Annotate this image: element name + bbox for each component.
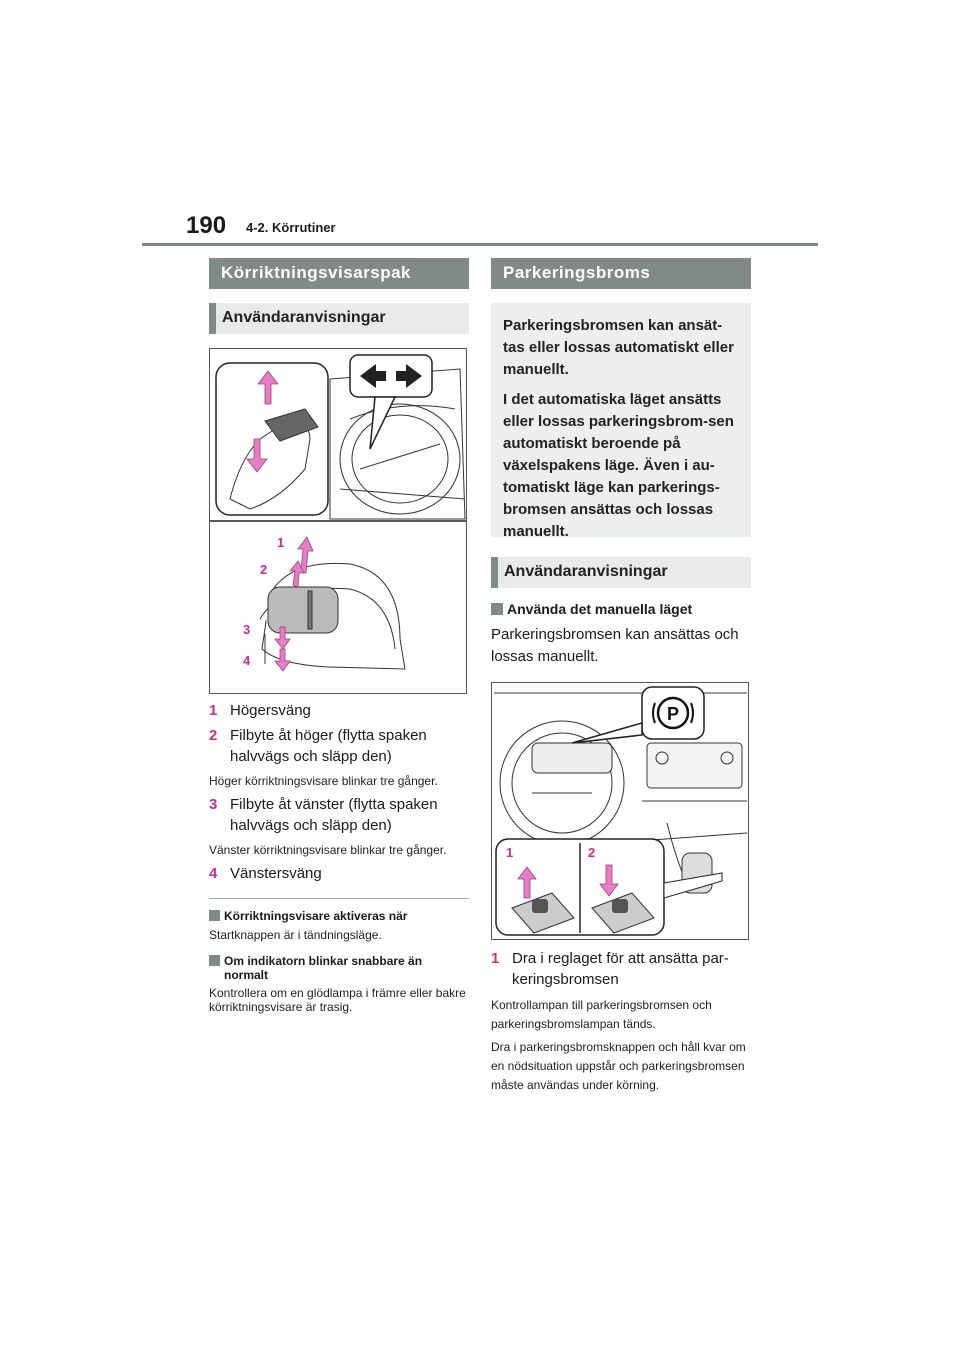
parking-brake-info-box (491, 303, 751, 540)
subsection-title-left: Användaranvisningar (209, 303, 469, 334)
note-text: Vänster körriktningsvisare blinkar tre gånger. (209, 843, 447, 857)
bullet-heading: Om indikatorn blinkar snabbare än normalt (209, 954, 469, 982)
step-item: 3 Filbyte åt vänster (flytta spaken halvvägs och släpp den) (209, 796, 438, 834)
note-text: Dra i parkeringsbromsknappen och håll kvar om en nödsituation uppstår och parkeringsbromsen måste användas under körning. (491, 1040, 746, 1092)
figure-label-3: 3 (243, 622, 251, 637)
left-column (209, 258, 469, 1014)
info-paragraph: I det automatiska läget ansätts eller lossas parkeringsbrom-sen automatiskt beroende på växelspakens läge. Även i au-tomatiskt läge kan parkerings-bromsen ansättas och lossas manuellt. (503, 391, 734, 540)
subsection-title-right: Användaranvisningar (491, 557, 751, 588)
section-title-turn-signal: Körriktningsvisarspak (209, 258, 469, 289)
figure-label-4: 4 (243, 653, 251, 668)
square-bullet-icon (209, 955, 220, 966)
figure-label-2: 2 (260, 562, 268, 577)
manual-mode-heading: Använda det manuella läget (491, 602, 751, 616)
step-item: 1 Dra i reglaget för att ansätta par-keringsbromsen (491, 950, 729, 988)
step-item: 4 Vänstersväng (209, 865, 322, 882)
info-paragraph: Parkeringsbromsen kan ansät-tas eller lossas automatiskt eller manuellt. (503, 317, 734, 378)
note-text: Höger körriktningsvisare blinkar tre gånger. (209, 774, 438, 788)
step-item: 1 Högersväng (209, 702, 311, 719)
right-column (491, 258, 751, 1095)
bullet-text: Startknappen är i tändningsläge. (209, 928, 382, 942)
manual-mode-text: Parkeringsbromsen kan ansättas och lossas manuellt. (491, 626, 739, 665)
square-bullet-icon (491, 603, 503, 615)
header-rule (142, 243, 818, 246)
parking-brake-figure (491, 682, 749, 940)
step-item: 2 Filbyte åt höger (flytta spaken halvvägs och släpp den) (209, 727, 427, 765)
turn-signal-steps (209, 700, 469, 884)
chapter-title: 4-2. Körrutiner (246, 220, 336, 235)
figure-label-1: 1 (506, 845, 514, 860)
turn-signal-illustration (210, 349, 467, 694)
svg-text:P: P (667, 704, 680, 724)
page-number: 190 (186, 212, 227, 239)
turn-signal-figure (209, 348, 467, 694)
bullet-heading: Körriktningsvisare aktiveras när (209, 909, 469, 923)
figure-label-2: 2 (588, 845, 596, 860)
figure-label-1: 1 (277, 535, 285, 550)
divider (209, 898, 469, 899)
parking-brake-illustration (492, 683, 749, 940)
square-bullet-icon (209, 910, 220, 921)
section-title-parking-brake: Parkeringsbroms (491, 258, 751, 289)
note-text: Kontrollampan till parkeringsbromsen och parkeringsbromslampan tänds. (491, 998, 712, 1031)
bullet-text: Kontrollera om en glödlampa i främre eller bakre körriktningsvisare är trasig. (209, 986, 466, 1014)
